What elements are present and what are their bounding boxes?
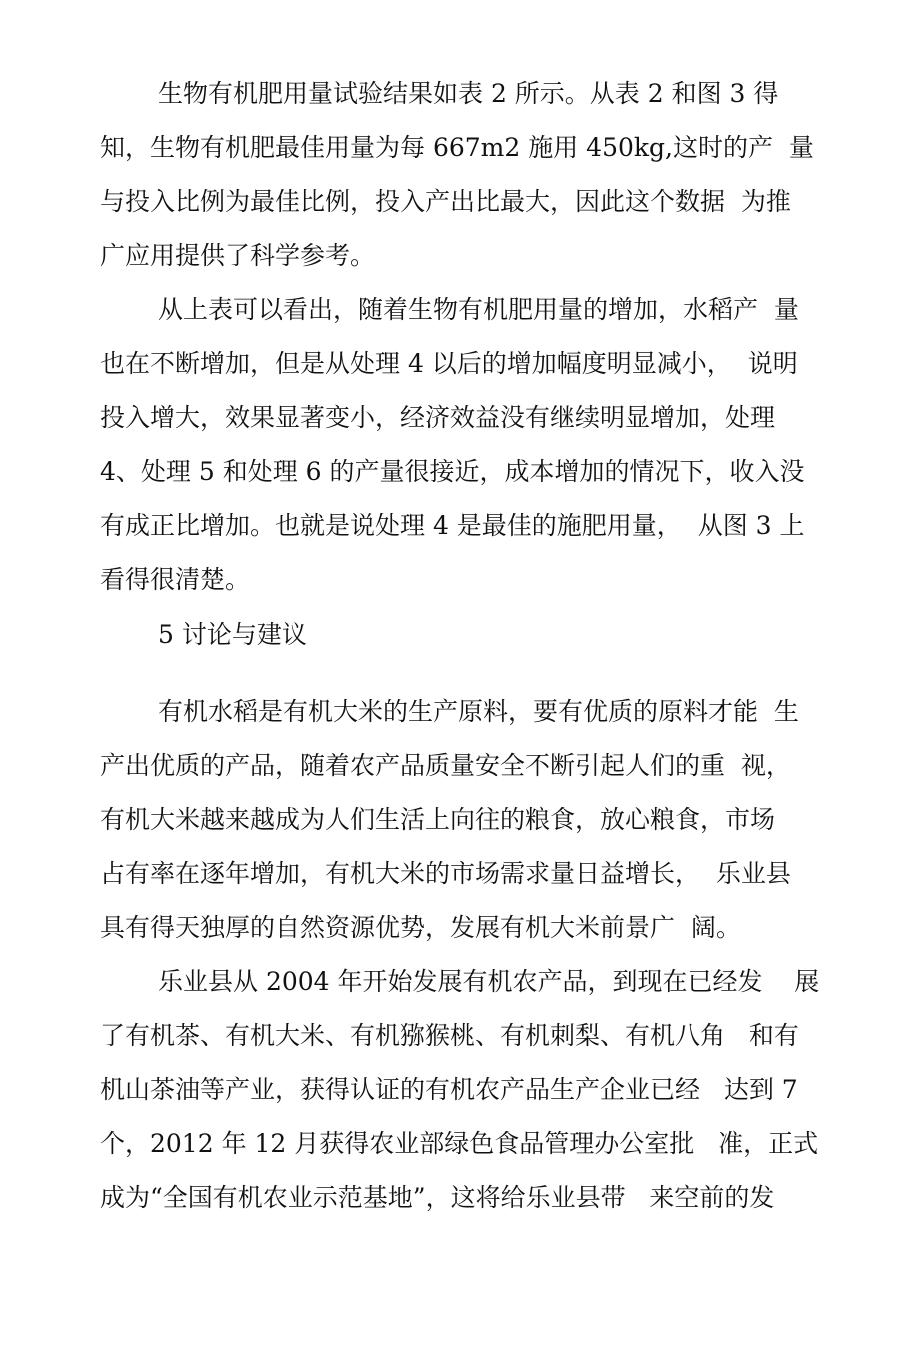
paragraph-line: 产出优质的产品，随着农产品质量安全不断引起人们的重 视， bbox=[100, 751, 791, 780]
paragraph-line: 知，生物有机肥最佳用量为每 667m2 施用 450kg,这时的产 量 bbox=[100, 133, 814, 162]
paragraph-line: 有机大米越来越成为人们生活上向往的粮食，放心粮食，市场 bbox=[100, 805, 776, 834]
paragraph-line: 生物有机肥用量试验结果如表 2 所示。从表 2 和图 3 得 bbox=[158, 79, 779, 108]
paragraph-line: 乐业县从 2004 年开始发展有机农产品，到现在已经发 展 bbox=[158, 967, 820, 996]
paragraph-line: 占有率在逐年增加，有机大米的市场需求量日益增长， 乐业县 bbox=[100, 859, 791, 888]
paragraph-line: 成为“全国有机农业示范基地”，这将给乐业县带 来空前的发 bbox=[100, 1183, 775, 1212]
paragraph-line: 也在不断增加，但是从处理 4 以后的增加幅度明显减小， 说明 bbox=[100, 349, 798, 378]
paragraph-line: 机山茶油等产业，获得认证的有机农产品生产企业已经 达到 7 bbox=[100, 1075, 798, 1104]
paragraph-line: 具有得天独厚的自然资源优势，发展有机大米前景广 阔。 bbox=[100, 913, 741, 942]
paragraph-line: 了有机茶、有机大米、有机猕猴桃、有机刺梨、有机八角 和有 bbox=[100, 1021, 799, 1050]
paragraph-line: 看得很清楚。 bbox=[100, 565, 251, 594]
paragraph-line: 有机水稻是有机大米的生产原料，要有优质的原料才能 生 bbox=[158, 697, 799, 726]
paragraph-line: 与投入比例为最佳比例，投入产出比最大，因此这个数据 为推 bbox=[100, 187, 791, 216]
paragraph-line: 从上表可以看出，随着生物有机肥用量的增加，水稻产 量 bbox=[158, 295, 799, 324]
paragraph-line: 广应用提供了科学参考。 bbox=[100, 241, 376, 270]
paragraph-line: 投入增大，效果显著变小，经济效益没有继续明显增加，处理 bbox=[100, 403, 776, 432]
paragraph-line: 有成正比增加。也就是说处理 4 是最佳的施肥用量， 从图 3 上 bbox=[100, 511, 805, 540]
paragraph-line: 个，2012 年 12 月获得农业部绿色食品管理办公室批 准，正式 bbox=[100, 1129, 819, 1158]
section-heading: 5 讨论与建议 bbox=[158, 620, 307, 649]
paragraph-line: 4、处理 5 和处理 6 的产量很接近，成本增加的情况下，收入没 bbox=[100, 457, 805, 486]
